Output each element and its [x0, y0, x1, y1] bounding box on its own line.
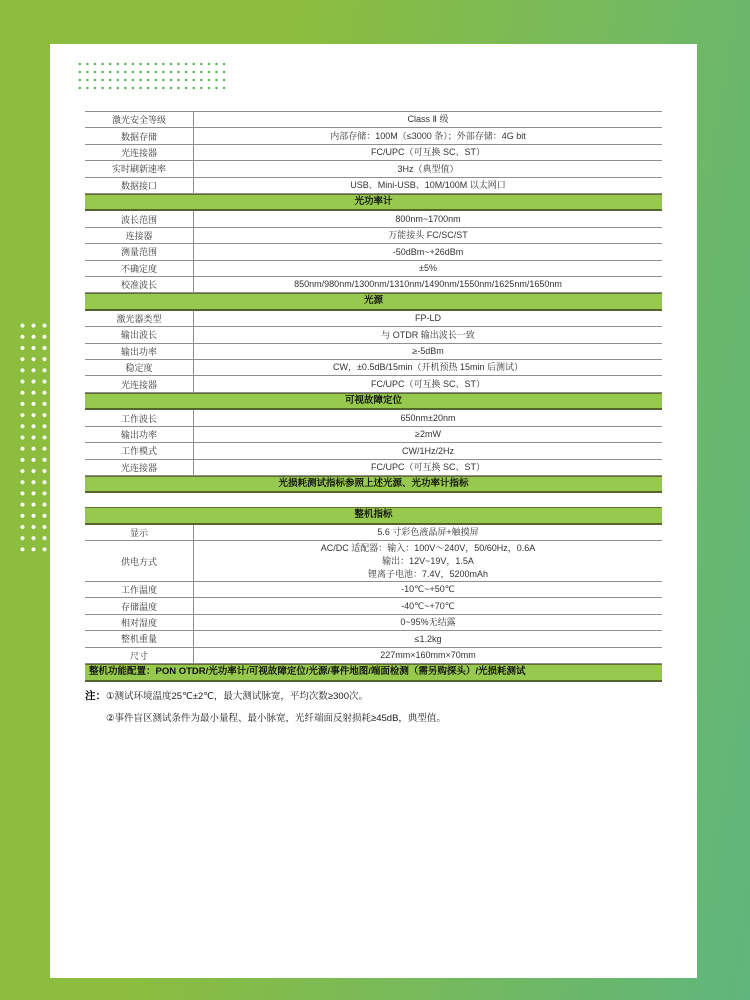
top-dot-pattern — [76, 60, 229, 90]
spec-label: 相对湿度 — [85, 615, 194, 630]
spec-row — [85, 582, 662, 598]
spec-row — [85, 178, 662, 194]
spec-label: 激光器类型 — [85, 311, 194, 326]
spec-row — [85, 410, 662, 426]
spec-row — [85, 443, 662, 459]
loss-note-banner: 光损耗测试指标参照上述光源、光功率计指标 — [85, 476, 662, 494]
spec-row — [85, 112, 662, 128]
spec-row — [85, 615, 662, 631]
spec-row — [85, 460, 662, 476]
spec-row — [85, 360, 662, 376]
spec-value: -10℃~+50℃ — [401, 584, 455, 595]
spec-row — [85, 145, 662, 161]
spec-row — [85, 211, 662, 227]
spec-label: 波长范围 — [85, 211, 194, 226]
spec-value: Class Ⅱ 级 — [407, 114, 449, 125]
spec-label: 实时刷新速率 — [85, 161, 194, 176]
spec-row — [85, 128, 662, 144]
spec-label: 数据接口 — [85, 178, 194, 193]
spec-label: 数据存储 — [85, 128, 194, 143]
spec-row — [85, 344, 662, 360]
spec-row — [85, 311, 662, 327]
section-banner: 整机指标 — [85, 507, 662, 525]
note-item: ①测试环境温度25℃±2℃，最大测试脉宽，平均次数≥300次。 — [106, 690, 368, 702]
spec-row — [85, 631, 662, 647]
spec-value: 0~95%无结露 — [400, 617, 456, 628]
section-gap — [85, 493, 662, 507]
section-banner: 光功率计 — [85, 194, 662, 212]
spec-value: 800nm~1700nm — [395, 213, 461, 224]
spec-value: AC/DC 适配器：输入：100V～240V，50/60Hz，0.6A 输出：12V~19V，1.5A 锂离子电池：7.4V，5200mAh — [320, 543, 536, 579]
spec-value: 5.6 寸彩色液晶屏+触摸屏 — [377, 527, 479, 538]
spec-label: 工作温度 — [85, 582, 194, 597]
spec-label: 工作模式 — [85, 443, 194, 458]
spec-label: 光连接器 — [85, 376, 194, 391]
spec-value: -50dBm~+26dBm — [392, 246, 464, 257]
spec-label: 尺寸 — [85, 648, 194, 663]
spec-row — [85, 376, 662, 392]
spec-value: ±5% — [419, 263, 437, 274]
spec-value: -40℃~+70℃ — [401, 600, 455, 611]
spec-label: 测量范围 — [85, 244, 194, 259]
spec-label: 显示 — [85, 525, 194, 540]
spec-label: 输出功率 — [85, 344, 194, 359]
left-dot-pattern — [16, 319, 51, 552]
note-lines — [106, 689, 446, 733]
spec-value: 650nm±20nm — [400, 412, 456, 423]
section-banner: 可视故障定位 — [85, 393, 662, 411]
spec-value: 万能接头 FC/SC/ST — [388, 230, 468, 241]
spec-value: ≥-5dBm — [412, 346, 444, 357]
spec-row — [85, 598, 662, 614]
spec-row — [85, 277, 662, 293]
spec-label: 激光安全等级 — [85, 112, 194, 127]
spec-label: 整机重量 — [85, 631, 194, 646]
section-banner: 光源 — [85, 293, 662, 311]
spec-value: 与 OTDR 输出波长一致 — [381, 329, 475, 340]
spec-value: CW，±0.5dB/15min（开机预热 15min 后测试） — [333, 362, 523, 373]
spec-value: 850nm/980nm/1300nm/1310nm/1490nm/1550nm/1625nm/1650nm — [294, 279, 562, 290]
spec-label: 工作波长 — [85, 410, 194, 425]
spec-label: 存储温度 — [85, 598, 194, 613]
spec-row — [85, 228, 662, 244]
spec-label: 供电方式 — [85, 541, 194, 581]
spec-row — [85, 161, 662, 177]
spec-row — [85, 525, 662, 541]
spec-row — [85, 244, 662, 260]
note-item: ②事件盲区测试条件为最小量程、最小脉宽，光纤端面反射损耗≥45dB，典型值。 — [106, 712, 446, 724]
spec-value: 3Hz（典型值） — [397, 163, 459, 174]
overall-spec-table — [85, 507, 662, 681]
note-label: 注： — [85, 689, 106, 702]
spec-row — [85, 261, 662, 277]
spec-content — [85, 111, 662, 733]
spec-row — [85, 541, 662, 582]
footnotes — [85, 689, 662, 733]
spec-label: 光连接器 — [85, 460, 194, 475]
spec-value: CW/1Hz/2Hz — [401, 445, 454, 456]
spec-label: 稳定度 — [85, 360, 194, 375]
spec-value: FC/UPC（可互换 SC、ST） — [370, 378, 485, 389]
spec-value: 227mm×160mm×70mm — [380, 650, 476, 661]
spec-row — [85, 427, 662, 443]
spec-row — [85, 648, 662, 664]
spec-value: ≥2mW — [415, 429, 441, 440]
spec-label: 输出波长 — [85, 327, 194, 342]
spec-value: USB、Mini-USB、10M/100M 以太网口 — [350, 179, 506, 190]
spec-row — [85, 327, 662, 343]
spec-label: 校准波长 — [85, 277, 194, 292]
spec-value: FC/UPC（可互换 SC、ST） — [370, 461, 485, 472]
spec-label: 连接器 — [85, 228, 194, 243]
spec-value: FC/UPC（可互换 SC、ST） — [370, 147, 485, 158]
spec-value: ≤1.2kg — [414, 633, 442, 644]
spec-label: 光连接器 — [85, 145, 194, 160]
spec-label: 输出功率 — [85, 427, 194, 442]
main-spec-table — [85, 111, 662, 493]
config-banner: 整机功能配置：PON OTDR/光功率计/可视故障定位/光源/事件地图/端面检测（需另购探头）/光损耗测试 — [85, 664, 662, 682]
document-page — [50, 44, 697, 978]
spec-label: 不确定度 — [85, 261, 194, 276]
spec-value: 内部存储：100M（≤3000 条）；外部存储：4G bit — [330, 130, 526, 141]
spec-value: FP-LD — [414, 313, 441, 324]
